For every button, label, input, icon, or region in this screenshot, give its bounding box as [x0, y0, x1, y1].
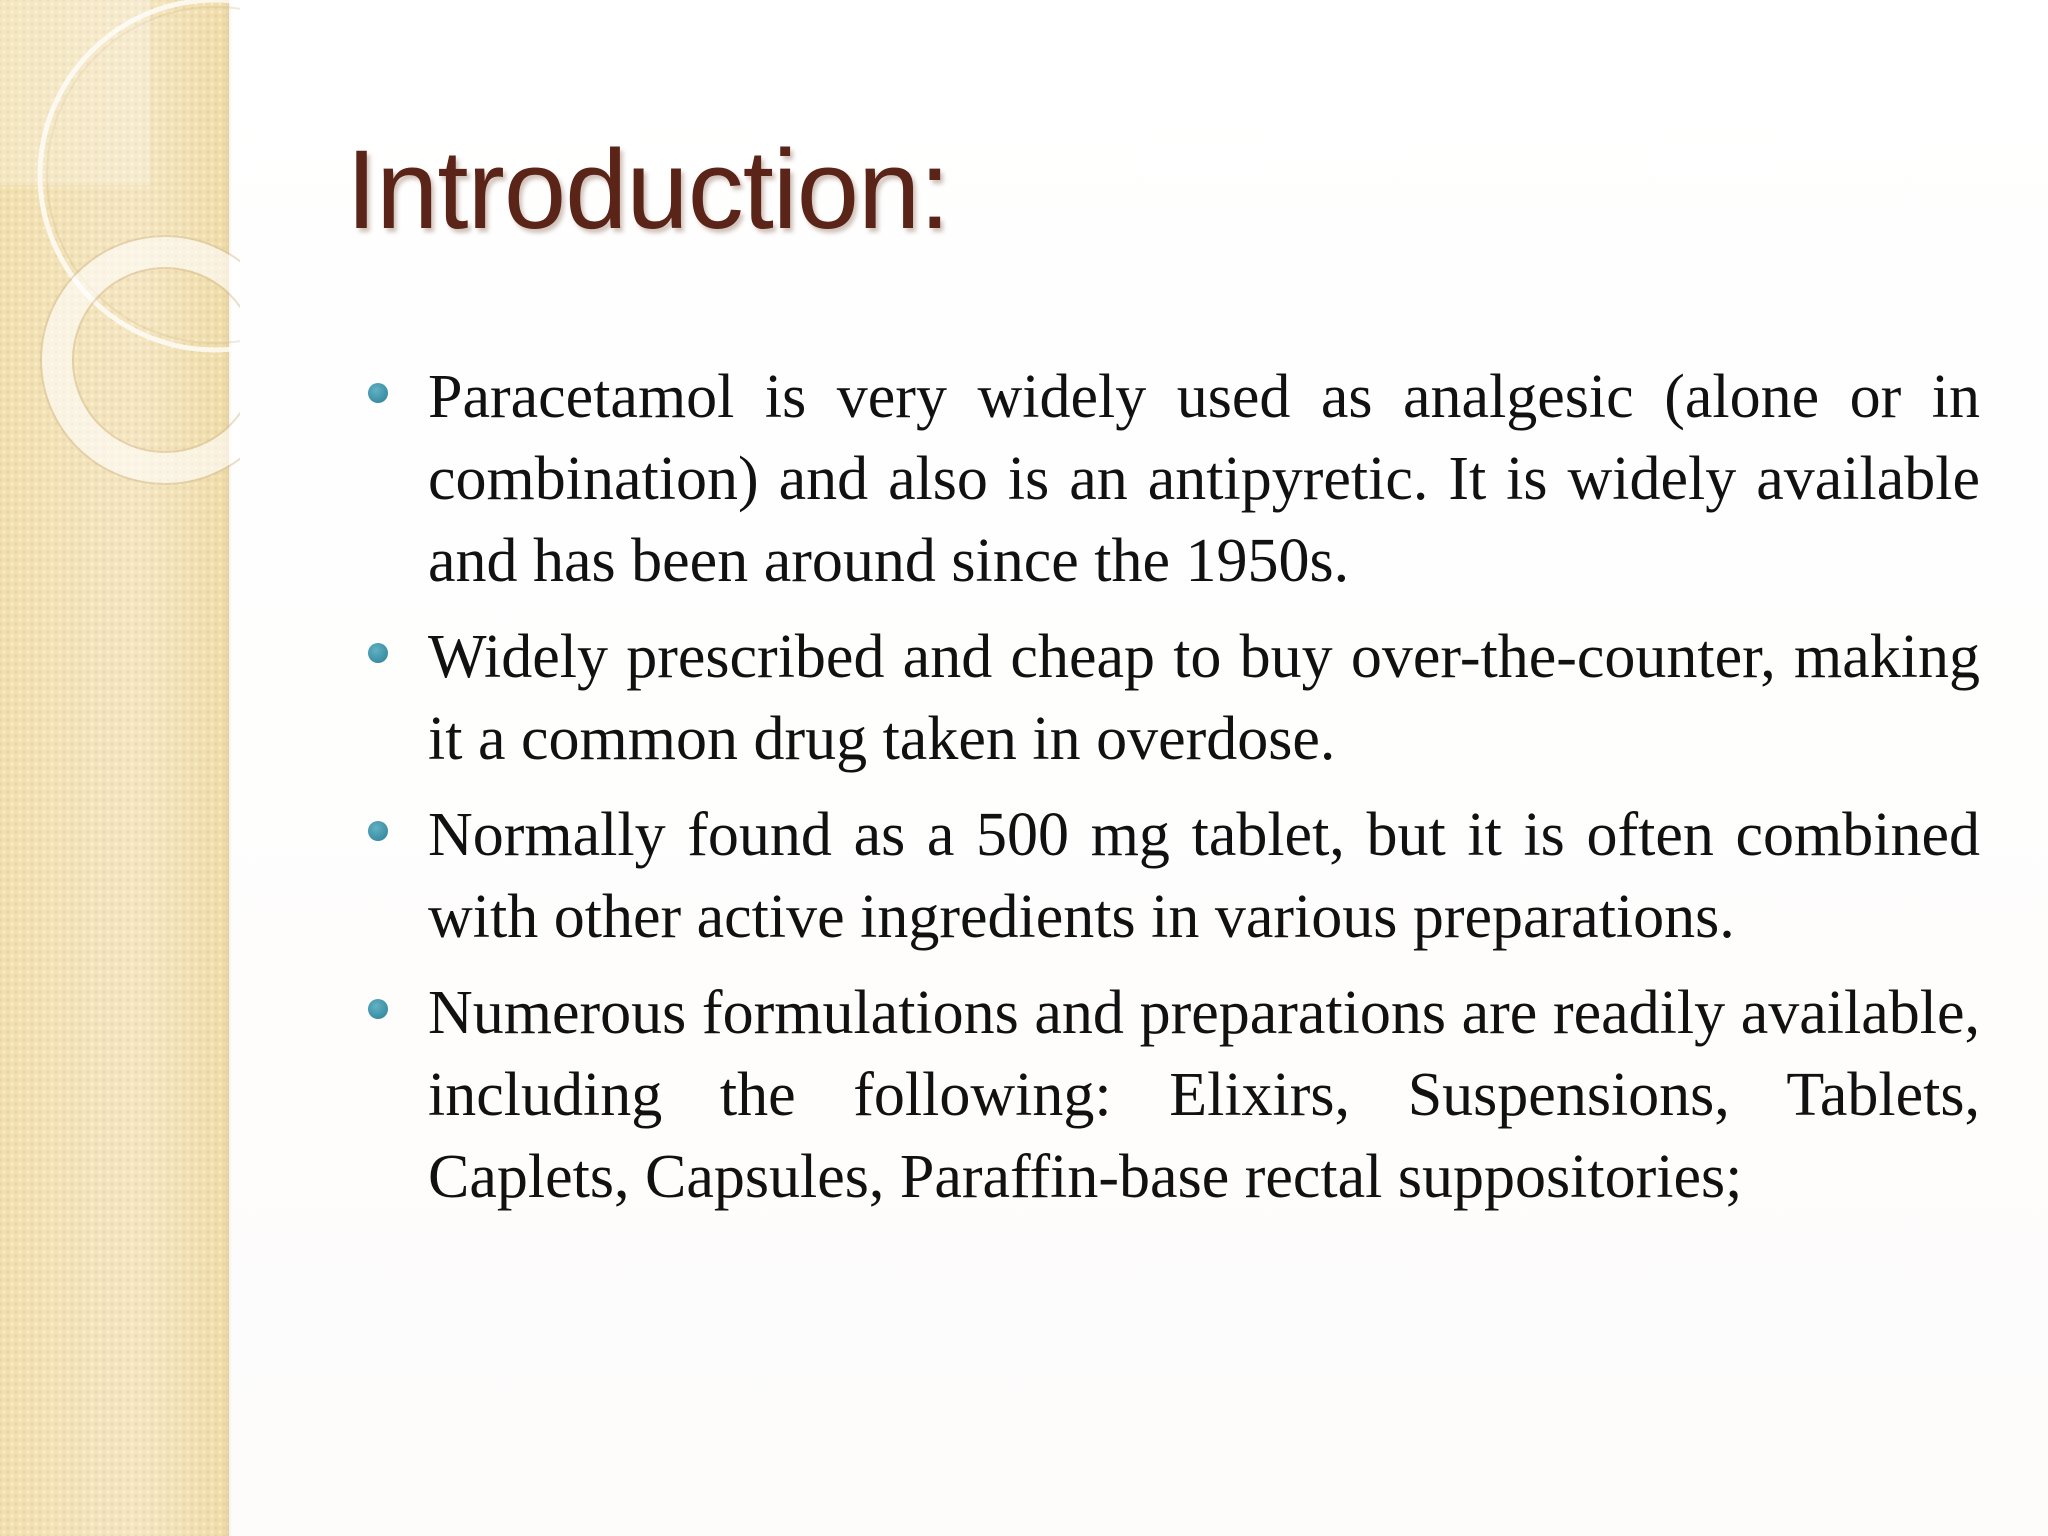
- bullet-item: [356, 616, 1980, 780]
- slide-title: Introduction:: [346, 127, 950, 252]
- bullet-text: Paracetamol is very widely used as analgesic (alone or in combination) and also is an antipyretic. It is widely available and has been around since the 1950s.: [428, 363, 1980, 595]
- bullet-item: [356, 794, 1980, 958]
- round-bullet-icon: [368, 643, 388, 663]
- bullet-list: [356, 356, 1980, 1232]
- round-bullet-icon: [368, 821, 388, 841]
- bullet-text: Normally found as a 500 mg tablet, but it is often combined with other active ingredients in various preparations.: [428, 801, 1980, 951]
- bullet-item: [356, 972, 1980, 1218]
- bullet-item: [356, 356, 1980, 602]
- round-bullet-icon: [368, 383, 388, 403]
- round-bullet-icon: [368, 999, 388, 1019]
- bullet-text: Widely prescribed and cheap to buy over-the-counter, making it a common drug taken in overdose.: [428, 623, 1980, 773]
- ring-decoration: [0, 0, 240, 520]
- bullet-text: Numerous formulations and preparations are readily available, including the following: Elixirs, Suspensions, Tablets, Caplets, Capsules, Paraffin-base rectal suppositories;: [428, 979, 1980, 1211]
